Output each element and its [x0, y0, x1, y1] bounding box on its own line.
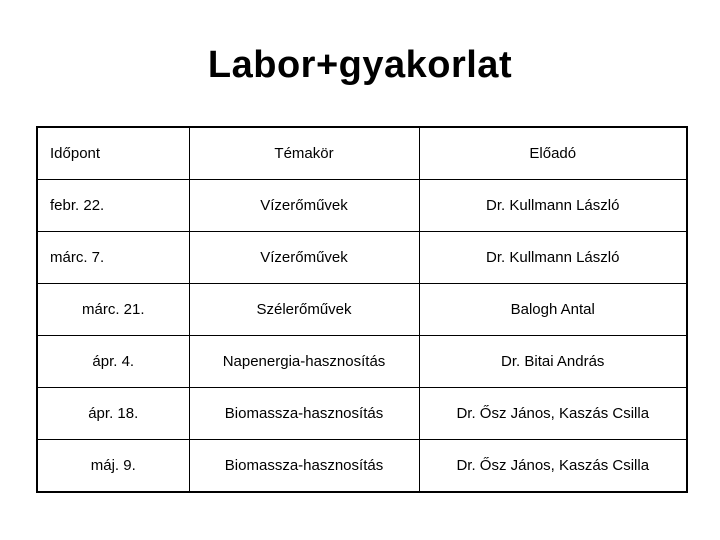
table-row [37, 336, 687, 388]
header-date: Időpont [37, 127, 189, 180]
cell-topic: Vízerőművek [189, 180, 419, 232]
cell-date: ápr. 18. [37, 388, 189, 440]
cell-topic: Biomassza-hasznosítás [189, 388, 419, 440]
table-row [37, 180, 687, 232]
cell-date: máj. 9. [37, 440, 189, 493]
cell-lecturer: Balogh Antal [419, 284, 687, 336]
schedule-table [36, 126, 688, 493]
cell-lecturer: Dr. Ősz János, Kaszás Csilla [419, 388, 687, 440]
cell-date: márc. 7. [37, 232, 189, 284]
table-row [37, 284, 687, 336]
header-lecturer: Előadó [419, 127, 687, 180]
cell-lecturer: Dr. Kullmann László [419, 180, 687, 232]
cell-date: ápr. 4. [37, 336, 189, 388]
table-row [37, 440, 687, 493]
table-header-row [37, 127, 687, 180]
cell-topic: Szélerőművek [189, 284, 419, 336]
cell-topic: Vízerőművek [189, 232, 419, 284]
table-row [37, 232, 687, 284]
table-row [37, 388, 687, 440]
cell-topic: Napenergia-hasznosítás [189, 336, 419, 388]
header-topic: Témakör [189, 127, 419, 180]
slide-title: Labor+gyakorlat [207, 44, 513, 86]
cell-lecturer: Dr. Ősz János, Kaszás Csilla [419, 440, 687, 493]
cell-date: márc. 21. [37, 284, 189, 336]
cell-date: febr. 22. [37, 180, 189, 232]
cell-lecturer: Dr. Kullmann László [419, 232, 687, 284]
cell-lecturer: Dr. Bitai András [419, 336, 687, 388]
cell-topic: Biomassza-hasznosítás [189, 440, 419, 493]
